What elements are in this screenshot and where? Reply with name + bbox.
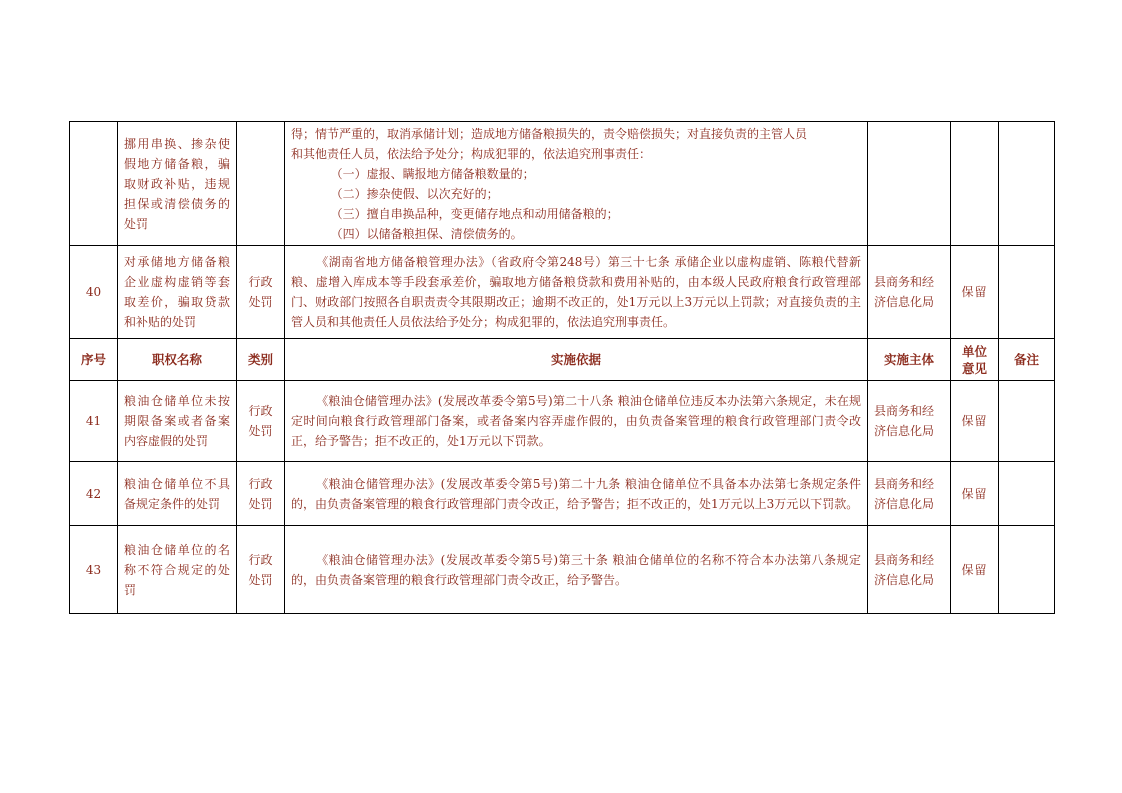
table-row <box>70 526 1055 614</box>
basis-line: 得；情节严重的，取消承储计划；造成地方储备粮损失的，责令赔偿损失；对直接负责的主管人员 <box>291 126 808 141</box>
header-name: 职权名称 <box>118 339 237 381</box>
basis-item: （一）虚报、瞒报地方储备粮数量的； <box>330 166 535 181</box>
header-remark: 备注 <box>999 339 1055 381</box>
cell-opinion: 保留 <box>951 246 999 339</box>
cell-basis: 《湖南省地方储备粮管理办法》（省政府令第248号）第三十七条 承储企业以虚构虚销、陈粮代替新粮、虚增入库成本等手段套承差价，骗取地方储备粮贷款和费用补贴的，由本级人民政府粮食行政管理部门、财政部门按照各自职责责令其限期改正；逾期不改正的，处1万元以上3万元以上罚款；对直接负责的主管人员和其他责任人员依法给予处分；构成犯罪的，依法追究刑事责任。 <box>285 246 868 339</box>
cell-opinion: 保留 <box>951 381 999 462</box>
cell-subject <box>868 122 951 246</box>
header-opinion <box>951 339 999 381</box>
table-row <box>70 381 1055 462</box>
cell-authority-name: 挪用串换、掺杂使假地方储备粮，骗取财政补贴，违规担保或清偿债务的处罚 <box>118 122 237 246</box>
table-row <box>70 462 1055 526</box>
cell-type: 行政处罚 <box>237 526 285 614</box>
cell-remark <box>999 462 1055 526</box>
header-opinion-line: 单位 <box>961 343 987 359</box>
cell-subject: 县商务和经济信息化局 <box>868 381 951 462</box>
cell-remark <box>999 246 1055 339</box>
cell-authority-name: 粮油仓储单位未按期限备案或者备案内容虚假的处罚 <box>118 381 237 462</box>
cell-basis <box>285 122 868 246</box>
cell-basis: 《粮油仓储管理办法》(发展改革委令第5号)第二十九条 粮油仓储单位不具备本办法第七条规定条件的，由负责备案管理的粮食行政管理部门责令改正，给予警告；拒不改正的，处1万元以上3万元以下罚款。 <box>285 462 868 526</box>
header-opinion-line: 意见 <box>961 360 987 376</box>
cell-seq: 42 <box>70 462 118 526</box>
cell-authority-name: 对承储地方储备粮企业虚构虚销等套取差价，骗取贷款和补贴的处罚 <box>118 246 237 339</box>
cell-subject: 县商务和经济信息化局 <box>868 526 951 614</box>
header-subject: 实施主体 <box>868 339 951 381</box>
cell-basis: 《粮油仓储管理办法》(发展改革委令第5号)第三十条 粮油仓储单位的名称不符合本办法第八条规定的，由负责备案管理的粮食行政管理部门责令改正，给予警告。 <box>285 526 868 614</box>
cell-opinion: 保留 <box>951 462 999 526</box>
cell-seq: 41 <box>70 381 118 462</box>
cell-remark <box>999 122 1055 246</box>
cell-basis: 《粮油仓储管理办法》(发展改革委令第5号)第二十八条 粮油仓储单位违反本办法第六条规定，未在规定时间向粮食行政管理部门备案，或者备案内容弄虚作假的，由负责备案管理的粮食行政管理部门责令改正，给予警告；拒不改正的，处1万元以下罚款。 <box>285 381 868 462</box>
cell-opinion: 保留 <box>951 526 999 614</box>
cell-type: 行政处罚 <box>237 246 285 339</box>
header-basis: 实施依据 <box>285 339 868 381</box>
table-row <box>70 246 1055 339</box>
cell-subject: 县商务和经济信息化局 <box>868 246 951 339</box>
cell-authority-name: 粮油仓储单位不具备规定条件的处罚 <box>118 462 237 526</box>
cell-seq <box>70 122 118 246</box>
authority-table <box>69 121 1055 614</box>
cell-remark <box>999 381 1055 462</box>
basis-line: 和其他责任人员，依法给予处分；构成犯罪的，依法追究刑事责任： <box>291 146 652 161</box>
cell-type: 行政处罚 <box>237 381 285 462</box>
cell-type <box>237 122 285 246</box>
header-type: 类别 <box>237 339 285 381</box>
basis-item: （二）掺杂使假、以次充好的； <box>330 186 499 201</box>
cell-seq: 43 <box>70 526 118 614</box>
cell-opinion <box>951 122 999 246</box>
cell-authority-name: 粮油仓储单位的名称不符合规定的处罚 <box>118 526 237 614</box>
cell-seq: 40 <box>70 246 118 339</box>
header-seq: 序号 <box>70 339 118 381</box>
basis-item: （三）擅自串换品种，变更储存地点和动用储备粮的； <box>330 206 619 221</box>
table-row-continued <box>70 122 1055 246</box>
cell-remark <box>999 526 1055 614</box>
cell-subject: 县商务和经济信息化局 <box>868 462 951 526</box>
basis-item: （四）以储备粮担保、清偿债务的。 <box>330 226 523 241</box>
table-header-row <box>70 339 1055 381</box>
cell-type: 行政处罚 <box>237 462 285 526</box>
